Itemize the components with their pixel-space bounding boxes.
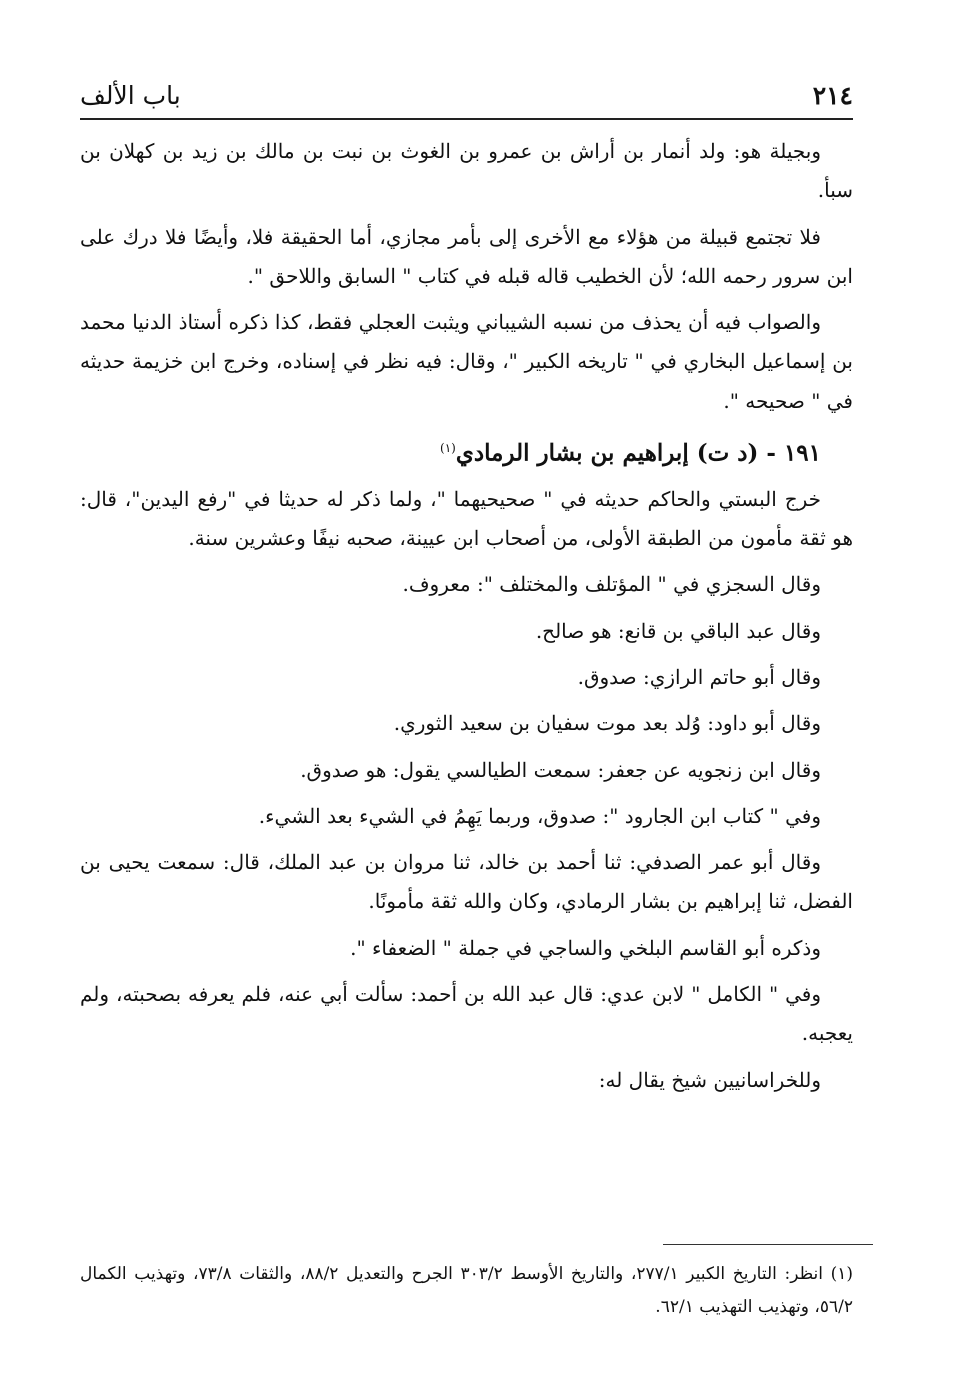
entry-heading-text: ١٩١ - (د ت) إبراهيم بن بشار الرمادي <box>455 439 821 467</box>
footnote-ref: (١) <box>440 441 456 456</box>
main-text <box>80 132 853 1107</box>
entry-heading <box>80 428 853 474</box>
paragraph: وقال عبد الباقي بن قانع: هو صالح. <box>535 618 821 643</box>
paragraph: فلا تجتمع قبيلة من هؤلاء مع الأخرى إلى بأمر مجازي، أما الحقيقة فلا، وأيضًا فلا درك على ابن سرور رحمه الله؛ لأن الخطيب قاله قبله في كتاب " السابق واللاحق ". <box>80 224 853 288</box>
paragraph: وقال أبو داود: وُلد بعد موت سفيان بن سعيد الثوري. <box>393 711 821 736</box>
paragraph: وذكره أبو القاسم البلخي والساجي في جملة " الضعفاء ". <box>350 935 821 960</box>
paragraph: وقال السجزي في " المؤتلف والمختلف ": معروف. <box>402 572 821 597</box>
paragraph: وقال أبو عمر الصدفي: ثنا أحمد بن خالد، ثنا مروان بن عبد الملك، قال: سمعت يحيى بن الفضل، ثنا إبراهيم بن بشار الرمادي، وكان والله ثقة مأمونًا. <box>80 850 853 914</box>
paragraph: وفي " كتاب ابن الجارود ": صدوق، وربما يَهِمُ في الشيء بعد الشيء. <box>258 803 821 828</box>
footnote-separator <box>663 1244 873 1245</box>
page-header <box>80 78 853 120</box>
paragraph: وقال أبو حاتم الرازي: صدوق. <box>577 664 821 689</box>
paragraph: وبجيلة هو: ولد أنمار بن أراش بن عمرو بن الغوث بن نبت بن مالك بن زيد بن كهلان بن سبأ. <box>80 139 853 203</box>
paragraph: خرج البستي والحاكم حديثه في " صحيحيهما "، ولما ذكر له حديثا في "رفع اليدين"، قال: هو ثقة مأمون من الطبقة الأولى، من أصحاب ابن عيينة، صحبه نيفًا وعشرين سنة. <box>80 486 853 551</box>
paragraph: وفي " الكامل " لابن عدي: قال عبد الله بن أحمد: سألت أبي عنه، فلم يعرفه بصحبته، ولم يعجبه. <box>80 982 853 1046</box>
page-number: ٢١٤ <box>812 81 853 110</box>
paragraph: وقال ابن زنجويه عن جعفر: سمعت الطيالسي يقول: هو صدوق. <box>300 757 821 782</box>
paragraph: والصواب فيه أن يحذف من نسبه الشيباني ويثبت العجلي فقط، كذا ذكره أستاذ الدنيا محمد بن إسماعيل البخاري في " تاريخه الكبير "، وقال: فيه نظر في إسناده، وخرج ابن خزيمة حديثه في " صحيحه ". <box>80 310 853 413</box>
footnote: (١) انظر: التاريخ الكبير ٢٧٧/١، والتاريخ الأوسط ٣٠٣/٢ الجرح والتعديل ٨٨/٢، والثقات ٧٣/٨، وتهذيب الكمال ٥٦/٢، وتهذيب التهذيب ٦٢/١. <box>80 1264 854 1317</box>
footnotes <box>80 1258 853 1324</box>
paragraph: وللخراسانيين شيخ يقال له: <box>598 1067 821 1092</box>
running-head: باب الألف <box>80 81 181 110</box>
